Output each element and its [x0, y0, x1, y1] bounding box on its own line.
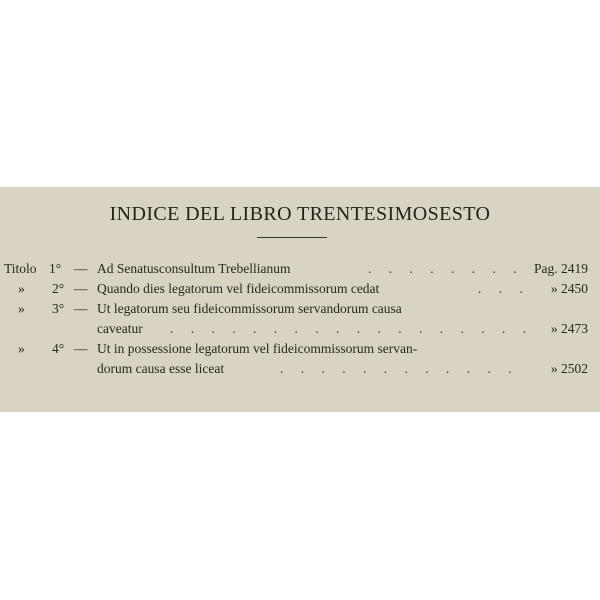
- entry-dash: —: [74, 341, 88, 356]
- entry-text: Ut in possessione legatorum vel fideicommissorum servan-: [97, 341, 418, 356]
- entry-page-ref: » 2473: [550, 321, 588, 336]
- entry-leader-dots: . . .: [478, 281, 530, 296]
- entry-page-ref: Pag. 2419: [534, 261, 588, 276]
- entry-label: »: [18, 301, 25, 316]
- toc-entry-3-continued: [0, 321, 600, 341]
- toc-entry-3: [0, 301, 600, 321]
- entry-leader-dots: . . . . . . . . . . . .: [280, 361, 519, 376]
- entry-dash: —: [74, 301, 88, 316]
- entry-page-ref: » 2502: [550, 361, 588, 376]
- page-title: INDICE DEL LIBRO TRENTESIMOSESTO: [109, 203, 491, 225]
- table-of-contents: [0, 261, 600, 381]
- entry-leader-dots: . . . . . . . .: [368, 261, 524, 276]
- entry-label: »: [18, 341, 25, 356]
- entry-leader-dots: . . . . . . . . . . . . . . . . . .: [170, 321, 534, 336]
- entry-number: 2°: [52, 281, 65, 296]
- toc-entry-4: [0, 341, 600, 361]
- toc-entry-1: [0, 261, 600, 281]
- entry-text-continued: caveatur: [97, 321, 143, 336]
- entry-text-continued: dorum causa esse liceat: [97, 361, 225, 376]
- entry-dash: —: [74, 261, 88, 276]
- entry-label: Titolo: [4, 261, 37, 276]
- entry-text: Ut legatorum seu fideicommissorum servandorum causa: [97, 301, 402, 316]
- entry-number: 3°: [52, 301, 65, 316]
- toc-entry-4-continued: [0, 361, 600, 381]
- entry-text: Ad Senatusconsultum Trebellianum: [97, 261, 291, 276]
- entry-number: 4°: [52, 341, 65, 356]
- entry-dash: —: [74, 281, 88, 296]
- entry-number: 1°: [49, 261, 62, 276]
- entry-label: »: [18, 281, 25, 296]
- toc-entry-2: [0, 281, 600, 301]
- title-divider: [257, 237, 327, 238]
- entry-page-ref: » 2450: [550, 281, 588, 296]
- book-page: [0, 187, 600, 412]
- entry-text: Quando dies legatorum vel fideicommissorum cedat: [97, 281, 380, 296]
